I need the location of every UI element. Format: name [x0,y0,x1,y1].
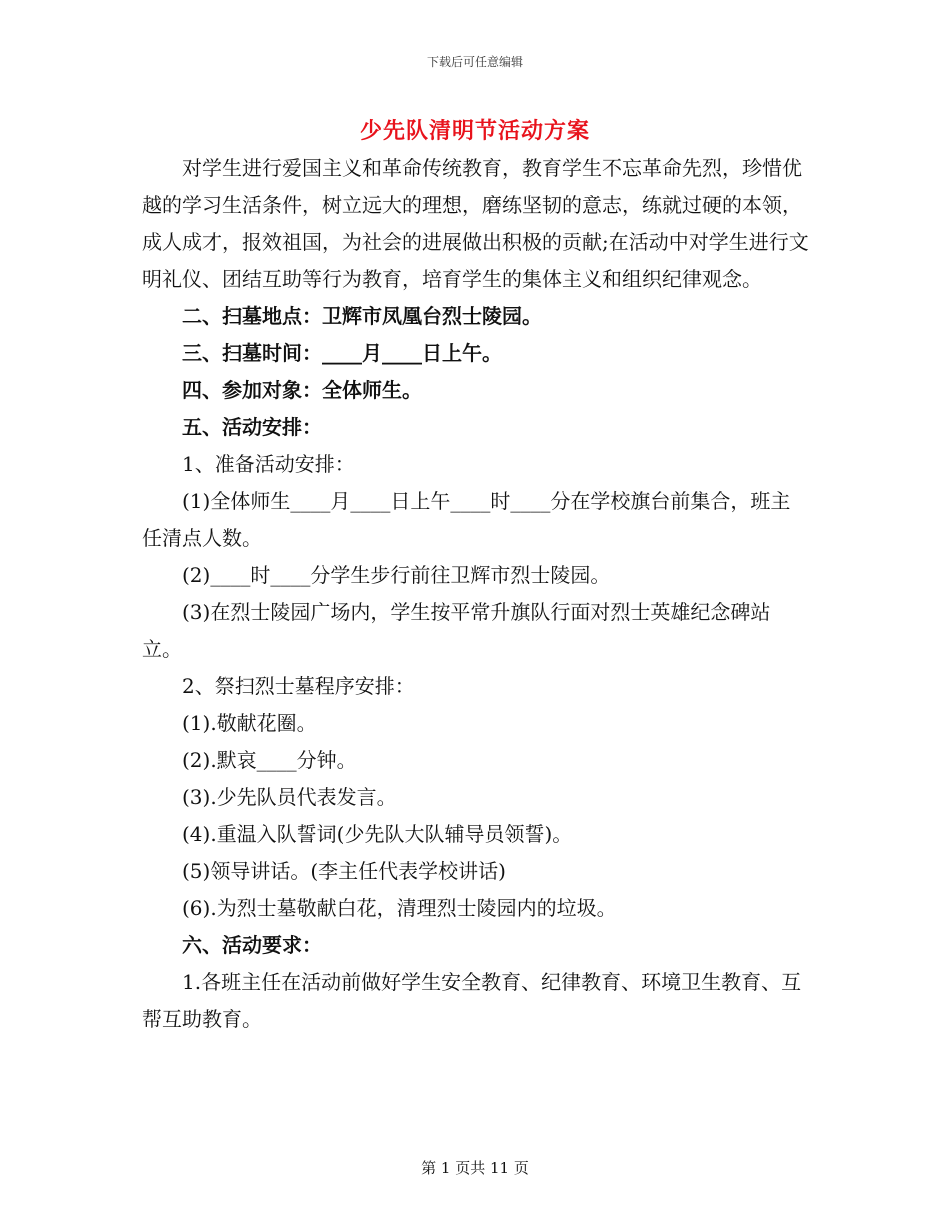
subsection-preparation: 1、准备活动安排： [182,452,355,476]
procedure-item-6: (6).为烈士墓敬献白花，清理烈士陵园内的垃圾。 [182,896,617,920]
prep-item-3: (3)在烈士陵园广场内，学生按平常升旗队行面对烈士英雄纪念碑站立。 [142,600,771,661]
section-time: 三、扫墓时间：____月____日上午。 [182,341,502,365]
procedure-item-1: (1).敬献花圈。 [182,711,317,735]
page-number: 第 1 页共 11 页 [421,1159,529,1177]
section-arrangement-heading: 五、活动安排： [182,415,322,439]
document-title: 少先队清明节活动方案 [359,118,590,144]
procedure-item-2: (2).默哀____分钟。 [182,748,357,772]
procedure-item-4: (4).重温入队誓词(少先队大队辅导员领誓)。 [182,822,573,846]
subsection-procedure: 2、祭扫烈士墓程序安排： [182,674,415,698]
section-location: 二、扫墓地点：卫辉市凤凰台烈士陵园。 [182,304,542,328]
header-note: 下载后可任意编辑 [426,55,523,69]
section-participants: 四、参加对象：全体师生。 [182,378,422,402]
procedure-item-5: (5)领导讲话。(李主任代表学校讲话) [182,859,506,883]
procedure-item-3: (3).少先队员代表发言。 [182,785,397,809]
section-requirements-heading: 六、活动要求： [182,933,322,957]
document-body [142,150,810,1038]
prep-item-1: (1)全体师生____月____日上午____时____分在学校旗台前集合，班主任清点人数。 [142,489,791,550]
intro-paragraph: 对学生进行爱国主义和革命传统教育，教育学生不忘革命先烈，珍惜优越的学习生活条件，树立远大的理想，磨练坚韧的意志，练就过硬的本领，成人成才，报效祖国，为社会的进展做出积极的贡献;在活动中对学生进行文明礼仪、团结互助等行为教育，培育学生的集体主义和组织纪律观念。 [142,156,809,291]
requirement-item-1: 1.各班主任在活动前做好学生安全教育、纪律教育、环境卫生教育、互帮互助教育。 [142,970,802,1031]
prep-item-2: (2)____时____分学生步行前往卫辉市烈士陵园。 [182,563,611,587]
